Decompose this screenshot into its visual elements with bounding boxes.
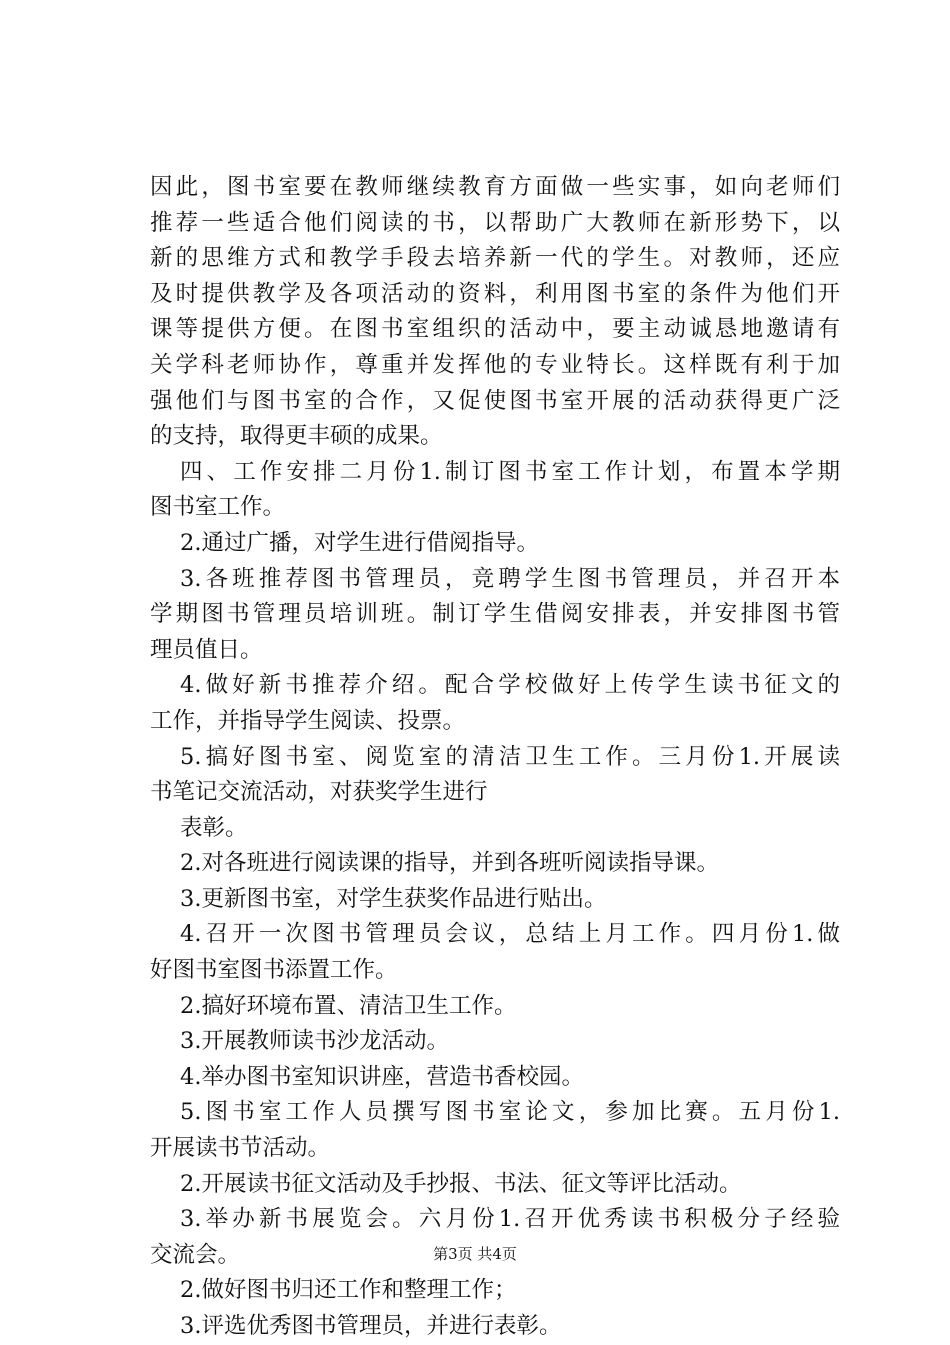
list-item: 4.做好新书推荐介绍。配合学校做好上传学生读书征文的 xyxy=(180,672,840,699)
text-line: 的支持，取得更丰硕的成果。 xyxy=(150,423,443,450)
text-line: 书笔记交流活动，对获奖学生进行 xyxy=(150,779,488,806)
list-item: 2.做好图书归还工作和整理工作； xyxy=(180,1277,517,1304)
text-line: 好图书室图书添置工作。 xyxy=(150,957,398,984)
text-line: 因此，图书室要在教师继续教育方面做一些实事，如向老师们 xyxy=(150,174,840,200)
list-item: 2.开展读书征文活动及手抄报、书法、征文等评比活动。 xyxy=(180,1170,742,1197)
list-item: 3.评选优秀图书管理员，并进行表彰。 xyxy=(180,1313,562,1339)
text-line: 表彰。 xyxy=(180,814,248,841)
section-heading-line: 四、工作安排二月份1.制订图书室工作计划，布置本学期 xyxy=(180,458,840,485)
list-item: 3.举办新书展览会。六月份1.召开优秀读书积极分子经验 xyxy=(180,1206,840,1233)
list-item: 3.各班推荐图书管理员，竞聘学生图书管理员，并召开本 xyxy=(180,565,840,592)
document-body xyxy=(150,170,840,1345)
text-line: 开展读书节活动。 xyxy=(150,1135,331,1162)
list-item: 5.图书室工作人员撰写图书室论文，参加比赛。五月份1. xyxy=(180,1099,840,1126)
list-item: 5.搞好图书室、阅览室的清洁卫生工作。三月份1.开展读 xyxy=(180,743,840,770)
page-footer xyxy=(0,1242,950,1266)
text-line: 学期图书管理员培训班。制订学生借阅安排表，并安排图书管 xyxy=(150,601,840,628)
list-item: 3.开展教师读书沙龙活动。 xyxy=(180,1028,449,1055)
text-line: 课等提供方便。在图书室组织的活动中，要主动诚恳地邀请有 xyxy=(150,316,840,343)
list-item: 2.对各班进行阅读课的指导，并到各班听阅读指导课。 xyxy=(180,850,719,877)
text-line: 新的思维方式和教学手段去培养新一代的学生。对教师，还应 xyxy=(150,245,840,272)
text-line: 理员值日。 xyxy=(150,636,263,663)
text-line: 交流会。 xyxy=(150,1241,241,1268)
text-line: 强他们与图书室的合作，又促使图书室开展的活动获得更广泛 xyxy=(150,387,840,414)
list-item: 4.召开一次图书管理员会议，总结上月工作。四月份1.做 xyxy=(180,921,840,948)
list-item: 2.通过广播，对学生进行借阅指导。 xyxy=(180,529,539,556)
list-item: 4.举办图书室知识讲座，营造书香校园。 xyxy=(180,1063,584,1090)
text-line: 关学科老师协作，尊重并发挥他的专业特长。这样既有利于加 xyxy=(150,351,840,378)
text-line: 及时提供教学及各项活动的资料，利用图书室的条件为他们开 xyxy=(150,280,840,307)
list-item: 2.搞好环境布置、清洁卫生工作。 xyxy=(180,992,517,1019)
text-line: 工作，并指导学生阅读、投票。 xyxy=(150,707,466,734)
page-number: 第3页 共4页 xyxy=(433,1245,517,1263)
text-line: 图书室工作。 xyxy=(150,494,286,521)
text-line: 推荐一些适合他们阅读的书，以帮助广大教师在新形势下，以 xyxy=(150,209,840,236)
list-item: 3.更新图书室，对学生获奖作品进行贴出。 xyxy=(180,885,607,912)
